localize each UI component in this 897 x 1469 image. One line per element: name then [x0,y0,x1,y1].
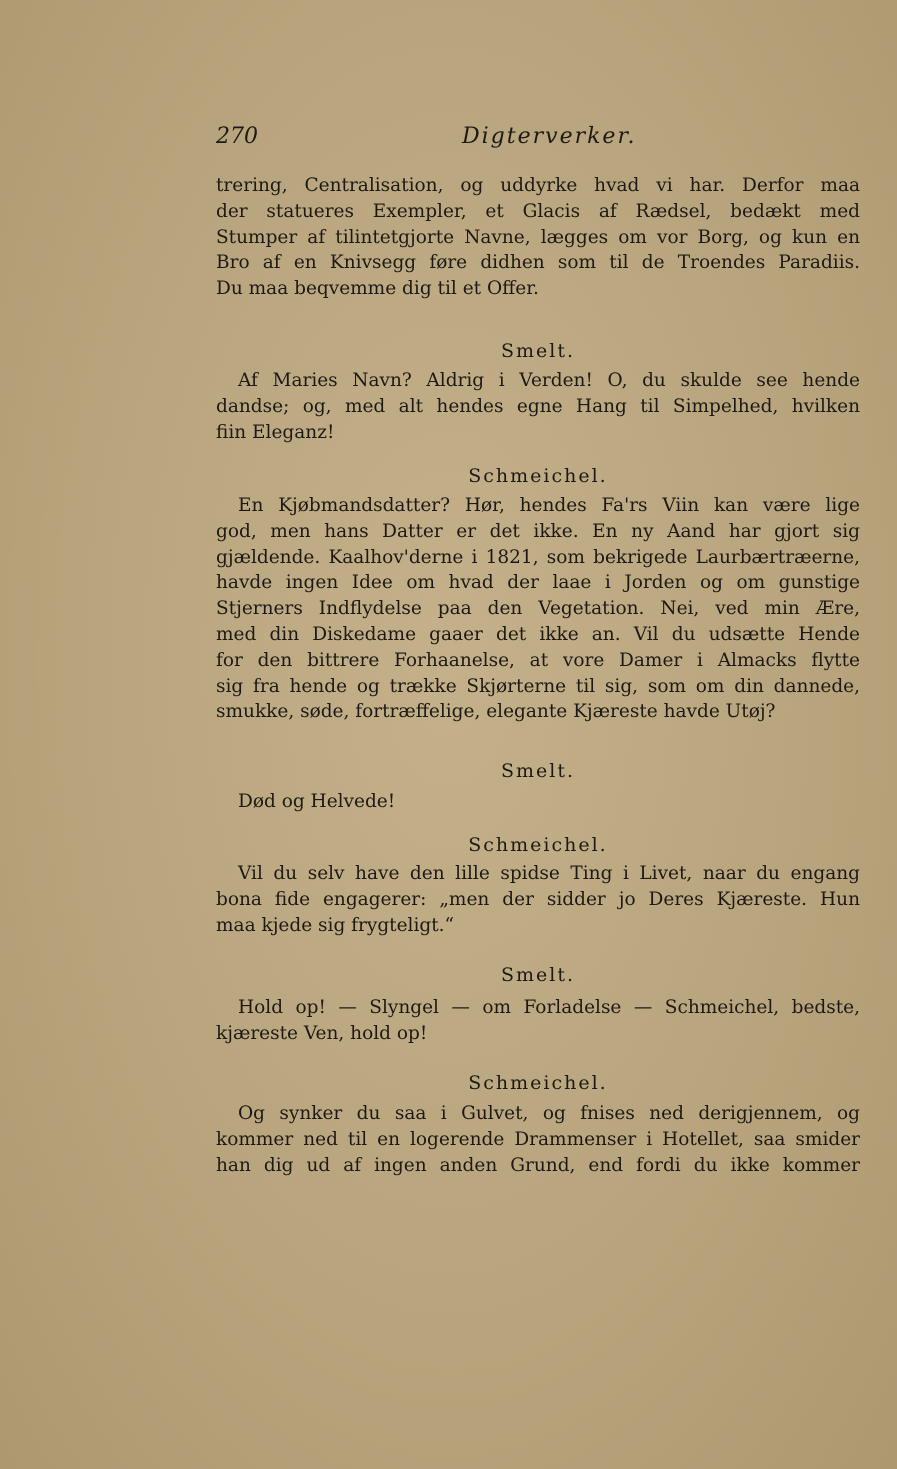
speech-paragraph [216,861,860,938]
text-line: Hold op! — Slyngel — om Forladelse — Schmeichel, bedste, [238,997,860,1018]
text-line: fiin Eleganz! [216,421,335,443]
speaker-name: Schmeichel. [468,465,608,487]
text-line: kjæreste Ven, hold op! [216,1022,428,1044]
text-line: havde ingen Idee om hvad der laae i Jorden og om gunstige [216,572,860,594]
text-line: han dig ud af ingen anden Grund, end fordi du ikke kommer [216,1154,860,1176]
text-line: maa kjede sig frygteligt.“ [216,914,454,936]
speech-paragraph [216,368,860,445]
text-line: for den bittrere Forhaanelse, at vore Damer i Almacks flytte [216,649,860,671]
speaker-name: Schmeichel. [468,1072,608,1094]
speech-paragraph [216,1101,860,1178]
text-line: Stumper af tilintetgjorte Navne, lægges om vor Borg, og kun en [216,226,860,248]
text-line: sig fra hende og trække Skjørterne til sig, som om din dannede, [216,675,860,697]
text-line: gjældende. Kaalhov'derne i 1821, som bekrigede Laurbærtræerne, [216,546,860,568]
text-line: Død og Helvede! [238,791,396,812]
text-line: Bro af en Knivsegg føre didhen som til de Troendes Paradiis. [216,252,860,274]
text-line: dandse; og, med alt hendes egne Hang til Simpelhed, hvilken [216,395,860,417]
speech-paragraph [216,493,860,725]
speech-paragraph [216,995,860,1047]
text-line: Af Maries Navn? Aldrig i Verden! O, du skulde see hende [238,370,860,391]
speaker-name: Schmeichel. [468,834,608,856]
page-header [216,124,860,158]
text-line: bona fide engagerer: „men der sidder jo Deres Kjæreste. Hun [216,888,860,910]
speech-paragraph [216,789,860,815]
text-line: der statueres Exempler, et Glacis af Rædsel, bedækt med [216,200,860,222]
speaker-name: Smelt. [500,760,576,782]
page-number: 270 [216,124,258,149]
text-line: En Kjøbmandsdatter? Hør, hendes Fa'rs Viin kan være lige [238,495,860,516]
text-line: kommer ned til en logerende Drammenser i Hotellet, saa smider [216,1128,860,1150]
text-line: Og synker du saa i Gulvet, og fnises ned derigjennem, og [238,1103,860,1124]
text-line: Du maa beqvemme dig til et Offer. [216,278,539,300]
text-line: med din Diskedame gaaer det ikke an. Vil du udsætte Hende [216,623,860,645]
running-title: Digterverker. [462,124,637,149]
text-line: god, men hans Datter er det ikke. En ny Aand har gjort sig [216,520,860,542]
paragraph-continuation [216,173,860,302]
text-line: Stjerners Indflydelse paa den Vegetation. Nei, ved min Ære, [216,598,860,620]
text-line: smukke, søde, fortræffelige, elegante Kjæreste havde Utøj? [216,701,776,723]
speaker-name: Smelt. [500,964,576,986]
speaker-name: Smelt. [500,340,576,362]
text-line: Vil du selv have den lille spidse Ting i Livet, naar du engang [238,863,860,884]
text-line: trering, Centralisation, og uddyrke hvad vi har. Derfor maa [216,175,860,196]
